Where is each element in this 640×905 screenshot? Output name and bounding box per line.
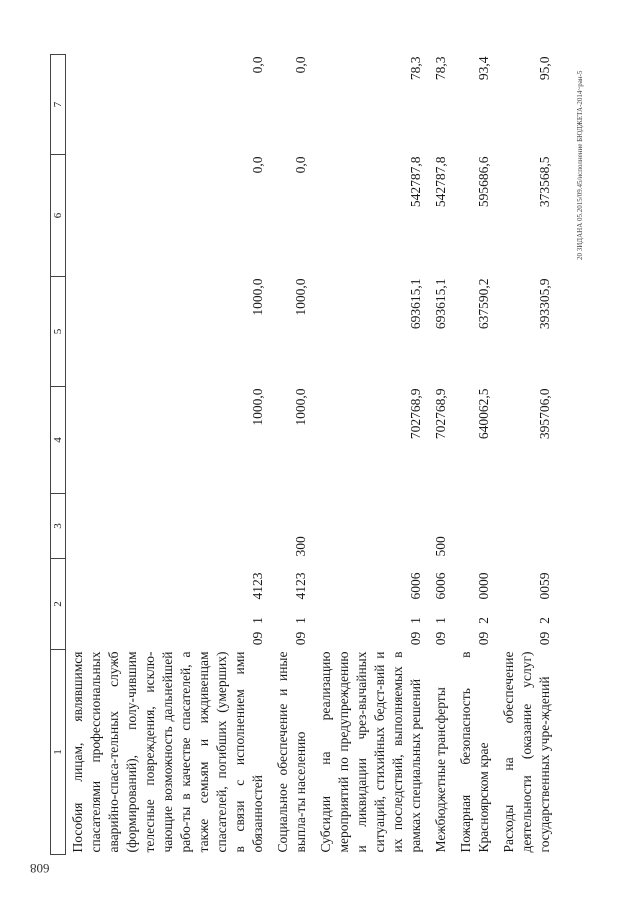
cell-name: Пожарная безопасность в Красноярском крае — [458, 651, 491, 853]
cell-col5: 1000,0 — [293, 388, 308, 426]
table-row — [314, 54, 429, 854]
cell-col5: 395706,0 — [537, 388, 552, 440]
header-col-4: 4 — [51, 386, 66, 493]
header-col-3: 3 — [51, 493, 66, 558]
cell-name: Пособия лицам, являвшимся спасателями профессиональных аварийно-спаса-тельных служб (формирований), полу-чившим телесные повреждения, исклю-чающие возможность дальнейшей рабо-ты в качестве спасателей, а также семьям и иждивенцам спасателей, погибших (умерших) в связи с исполнением ими обязанностей — [70, 651, 265, 853]
cell-pr: 1 — [433, 617, 448, 624]
cell-col7: 542787,8 — [433, 156, 448, 208]
cell-name: Субсидии на реализацию мероприятий по предупреждению и ликвидации чрез-вычайных ситуаций, стихийных бедст-вий и их последствий, выполняемых в рамках специальных решений — [318, 651, 423, 853]
cell-col7: 542787,8 — [408, 156, 423, 208]
table-row — [454, 54, 497, 854]
table-row — [271, 54, 314, 854]
cell-col8: 93,4 — [476, 56, 491, 81]
cell-col8: 0,0 — [250, 56, 265, 74]
cell-col7: 0,0 — [293, 156, 308, 174]
cell-csr: 4123 — [293, 572, 308, 600]
cell-vr — [497, 493, 558, 558]
cell-col8: 95,0 — [537, 56, 552, 81]
budget-table — [50, 54, 558, 855]
cell-col5: 702768,9 — [433, 388, 448, 440]
table-row — [497, 54, 558, 854]
cell-name: Расходы на обеспечение деятельности (оказание услуг) государственных учре-ждений — [501, 651, 552, 853]
cell-vr — [314, 493, 429, 558]
cell-pr: 1 — [293, 617, 308, 624]
cell-col8: 0,0 — [293, 56, 308, 74]
cell-csr: 0000 — [476, 572, 491, 600]
cell-vr: 300 — [293, 536, 308, 557]
cell-pr: 1 — [250, 617, 265, 624]
cell-rz: 09 — [537, 631, 552, 646]
cell-rz: 09 — [293, 631, 308, 646]
print-footnote: 20 ЗИДАНА 05.2015/09.45/исполнение БЮДЖЕТА-2014~ран-5 — [576, 70, 584, 260]
cell-col5: 640062,5 — [476, 388, 491, 440]
cell-col6: 693615,1 — [408, 278, 423, 330]
cell-col6: 1000,0 — [293, 278, 308, 316]
cell-col7: 0,0 — [250, 156, 265, 174]
header-col-2: 2 — [51, 558, 66, 649]
cell-rz: 09 — [408, 631, 423, 646]
cell-col8: 78,3 — [433, 56, 448, 81]
cell-vr: 500 — [433, 536, 448, 557]
cell-rz: 09 — [433, 631, 448, 646]
cell-rz: 09 — [250, 631, 265, 646]
cell-name: Социальное обеспечение и иные выпла-ты населению — [275, 651, 308, 853]
cell-csr: 6006 — [408, 572, 423, 600]
table-row — [66, 54, 272, 854]
cell-csr: 0059 — [537, 572, 552, 600]
cell-csr: 4123 — [250, 572, 265, 600]
cell-col8: 78,3 — [408, 56, 423, 81]
cell-col7: 595686,6 — [476, 156, 491, 208]
budget-table-rotated — [50, 55, 610, 855]
cell-col6: 1000,0 — [250, 278, 265, 316]
cell-col7: 373568,5 — [537, 156, 552, 208]
cell-vr — [66, 493, 272, 558]
header-col-6: 6 — [51, 154, 66, 276]
cell-col6: 637590,2 — [476, 278, 491, 330]
header-col-1: 1 — [51, 650, 66, 855]
cell-csr: 6006 — [433, 572, 448, 600]
cell-col5: 1000,0 — [250, 388, 265, 426]
table-row — [429, 54, 454, 854]
cell-rz: 09 — [476, 631, 491, 646]
cell-name: Межбюджетные трансферты — [433, 687, 448, 853]
header-col-5: 5 — [51, 276, 66, 386]
header-col-7: 7 — [51, 54, 66, 154]
cell-col5: 702768,9 — [408, 388, 423, 440]
cell-col6: 693615,1 — [433, 278, 448, 330]
cell-pr: 1 — [408, 617, 423, 624]
cell-pr: 2 — [476, 617, 491, 624]
cell-pr: 2 — [537, 617, 552, 624]
cell-col6: 393305,9 — [537, 278, 552, 330]
header-row — [51, 54, 66, 854]
page-number: 608 — [30, 861, 50, 876]
cell-vr — [454, 493, 497, 558]
